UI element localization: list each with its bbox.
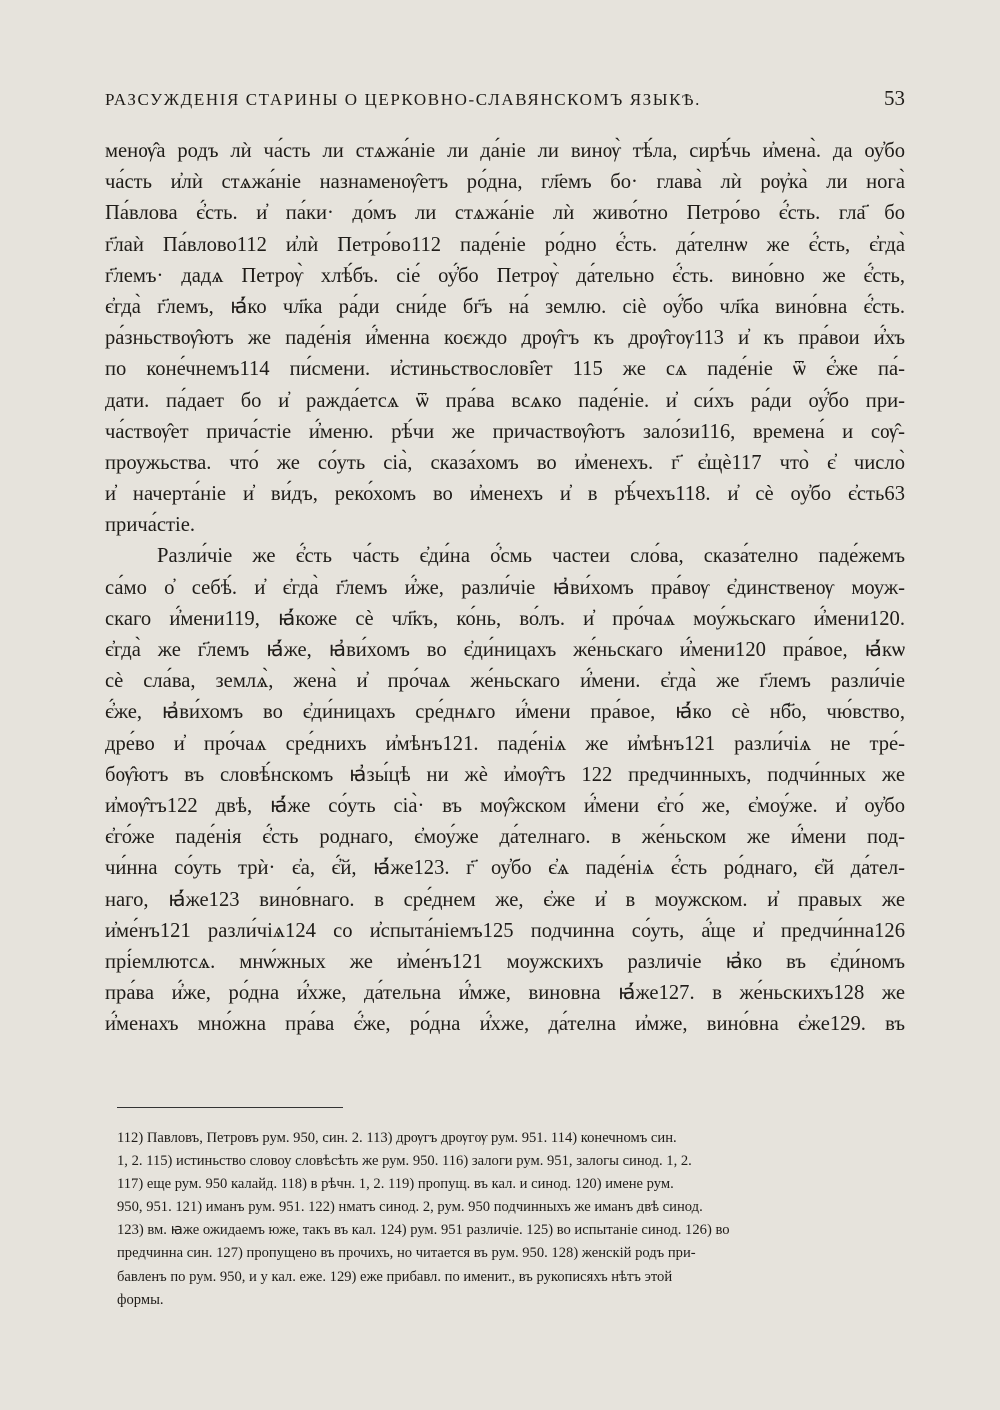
footnote-line: бавленъ по рум. 950, и у кал. еже. 129) еже прибавл. по именит., въ рукописяхъ нѣтъ этой bbox=[117, 1268, 673, 1285]
text-line: ча́сть и҆лѝ стѧжа́ніе назнаменѹ̂етъ ро́дна, гл҃емъ бо· глава̀ лѝ рѹ҆ка̀ ли нога̀ bbox=[105, 171, 905, 194]
text-line: по коне́чнемъ114 пи́смени. и҆стиньствослові̂ет 115 же сѧ паде́ніе ѿ є҆́же па́- bbox=[105, 358, 905, 381]
footnotes bbox=[117, 1127, 893, 1312]
footnote-line: 1, 2. 115) истиньство словоу словѣсѣть же рум. 950. 116) залоги рум. 951, залогы синод. 1, 2. bbox=[117, 1153, 692, 1170]
running-head bbox=[105, 86, 905, 111]
text-line: пра́ва и҆́же, ро́дна и҆́хже, да́тельна и҆́мже, виновна ꙗ҆́же127. в же́ньскихъ128 же bbox=[105, 982, 905, 1005]
text-line: є҆гда̀ же г҃лемъ ꙗ҆́же, ꙗ҆ви́хомъ во є҆ди́ницахъ же́ньскаго и҆́мени120 пра́вое, ꙗ҆́кѡ bbox=[105, 639, 905, 661]
footnote-line: 123) вм. ꙗже ожидаемъ юже, такъ въ кал. 124) рум. 951 различіе. 125) во испытаніе синод. 126) во bbox=[117, 1222, 730, 1239]
text-line: и҆ме́нъ121 разли́чіѧ124 со и҆спыта́ніемъ125 подчинна со́уть, а҆́ще и҆ предчи́нна126 bbox=[105, 919, 905, 942]
text-line: г҃лаѝ Па́влово112 и҆лѝ Петро́во112 паде́ніе ро́дно є҆́сть. да́телнѡ же є҆́сть, є҆гда̀ bbox=[105, 233, 905, 256]
footnote-line: формы. bbox=[117, 1291, 164, 1308]
text-line: наго, ꙗ҆́же123 вино́внаго. в сре́днем же, є҆же и҆ в моужском. и҆ правых же bbox=[105, 888, 905, 911]
text-line: менѹ̂а родъ лѝ ча́сть ли стѧжа́ніе ли да́ніе ли винѹ̀ тѣ́ла, сирѣ́чь и҆мена̀. да оу҆бо bbox=[105, 140, 905, 162]
text-line: и҆ начерта́ніе и҆ ви́дъ, реко́хомъ во и҆менехъ и҆ в рѣ́чехъ118. и҆ сѐ оу҆бо є҆сть63 bbox=[105, 483, 905, 506]
footnote-line: 117) еще рум. 950 калайд. 118) в рѣчн. 1, 2. 119) пропущ. въ кал. и синод. 120) имене рум. bbox=[117, 1176, 674, 1193]
text-line: прича́стіе. bbox=[105, 514, 195, 537]
text-line: ча́ствѹ̂ет прича́стіе и҆́меню. рѣ́чи же причаствѹ̂ютъ зало́зи116, времена́ и сѹ̂- bbox=[105, 420, 905, 443]
footnote-line: 112) Павловъ, Петровъ рум. 950, син. 2. 113) дрѹгъ дрѹгѹ рум. 951. 114) конечномъ син. bbox=[117, 1130, 677, 1146]
footnote-line: предчинна син. 127) пропущено въ прочихъ, но читается въ рум. 950. 128) женскій родъ при- bbox=[117, 1245, 696, 1262]
text-line: Па́влова є҆́сть. и҆ па́ки· до́мъ ли стѧжа́ніе лѝ живо́тно Петро́во є҆́сть. гла҃ бо bbox=[105, 202, 905, 225]
text-line: скаго и҆́мени119, ꙗ҆́коже сѐ чл҃къ, ко́нь, во́лъ. и҆ про́чаѧ моу́жьскаго и҆́мени120. bbox=[105, 607, 905, 630]
text-line: є҆́же, ꙗ҆ви́хомъ во є҆ди́ницахъ сре́днѧго и҆́мени пра́вое, ꙗ҆́ко сѐ нб҃о, чю́вство, bbox=[105, 701, 905, 724]
text-line: бѹ̂ютъ въ словѣ́нскомъ ꙗ҆зы́цѣ ни жѐ и҆мѹ̂тъ 122 предчинныхъ, подчи́нных же bbox=[105, 763, 905, 786]
text-line: є҆го́же паде́нія є҆́сть роднаго, є҆моу́же да́телнаго. в же́ньском же и҆́мени под- bbox=[105, 826, 905, 849]
text-line: и҆́менахъ мно́жна пра́ва є҆́же, ро́дна и҆́хже, да́телна и҆мже, вино́вна є҆же129. въ bbox=[105, 1013, 905, 1036]
text-line: г҃лемъ· дадѧ Петрѹ̀ хлѣ́бъ. сіе́ оу҆́бо Петрѹ̀ да́тельно є҆́сть. вино́вно же є҆́сть, bbox=[105, 264, 905, 287]
text-line: чи́нна со́уть трѝ· є҆а, є҆́й, ꙗ҆́же123. г҃ оу҆бо є҆ѧ паде́ніѧ є҆́сть ро́днаго, є҆й да́тел- bbox=[105, 857, 905, 880]
text-line: са́мо о҆ себѣ́. и҆ є҆гда̀ г҃лемъ и҆́же, разли́чіе ꙗ҆ви́хомъ пра́вѹ є҆динственѹ моуж- bbox=[105, 576, 905, 599]
footnote-line: 950, 951. 121) иманъ рум. 951. 122) нматъ синод. 2, рум. 950 подчинныхъ же иманъ двѣ синод. bbox=[117, 1199, 703, 1216]
footnote-separator bbox=[117, 1107, 343, 1108]
page-number: 53 bbox=[884, 86, 905, 110]
running-title: РАЗСУЖДЕНІЯ СТАРИНЫ О ЦЕРКОВНО-СЛАВЯНСКОМЪ ЯЗЫКѢ. bbox=[105, 90, 701, 109]
text-line: дре́во и҆ про́чаѧ сре́днихъ и҆мѣнъ121. паде́ніѧ же и҆мѣнъ121 разли́чіѧ не тре́- bbox=[105, 732, 905, 755]
text-line: дати. па́дает бо и҆ ражда́етсѧ ѿ пра́ва всѧко паде́ніе. и҆ си́хъ ра́ди оу҆́бо при- bbox=[105, 389, 905, 412]
text-line: сѐ сла́ва, землѧ̀, жена̀ и҆ про́чаѧ же́ньскаго и҆́мени. є҆гда̀ же г҃лемъ разли́чіе bbox=[105, 670, 905, 693]
text-line: є҆гда̀ г҃лемъ, ꙗ҆́ко чл҃ка ра́ди сни́де бг҃ъ на́ землю. сіѐ оу҆́бо чл҃ка вино́вна є҆́сть. bbox=[105, 295, 905, 318]
text-line: прі́емлютсѧ. мнѡ́жных же и҆ме́нъ121 моужскихъ различіе ꙗ҆ко въ є҆ди́номъ bbox=[105, 950, 905, 973]
text-line: Разли́чіе же є҆́сть ча́сть є҆ди́на о҆́смь частеи сло́ва, сказа́телно паде́жемъ bbox=[157, 545, 905, 568]
main-text bbox=[105, 136, 905, 1040]
text-line: ра́зньствѹ̂ютъ же паде́нія и҆́менна коєждо дрѹ̂гъ къ дрѹ̂гѹ113 и҆ къ пра́вои и҆́хъ bbox=[105, 327, 905, 350]
text-line: и҆мѹ̂тъ122 двѣ, ꙗ҆́же со́уть сіа̀· въ мѹ̂жском и҆́мени є҆го́ же, є҆моу́же. и҆ оу҆бо bbox=[105, 794, 905, 817]
text-line: проужьства. что́ же со́уть сіа̀, сказа́хомъ во и҆менехъ. г҃ є҆щѐ117 что̀ є҆ число̀ bbox=[105, 451, 905, 474]
